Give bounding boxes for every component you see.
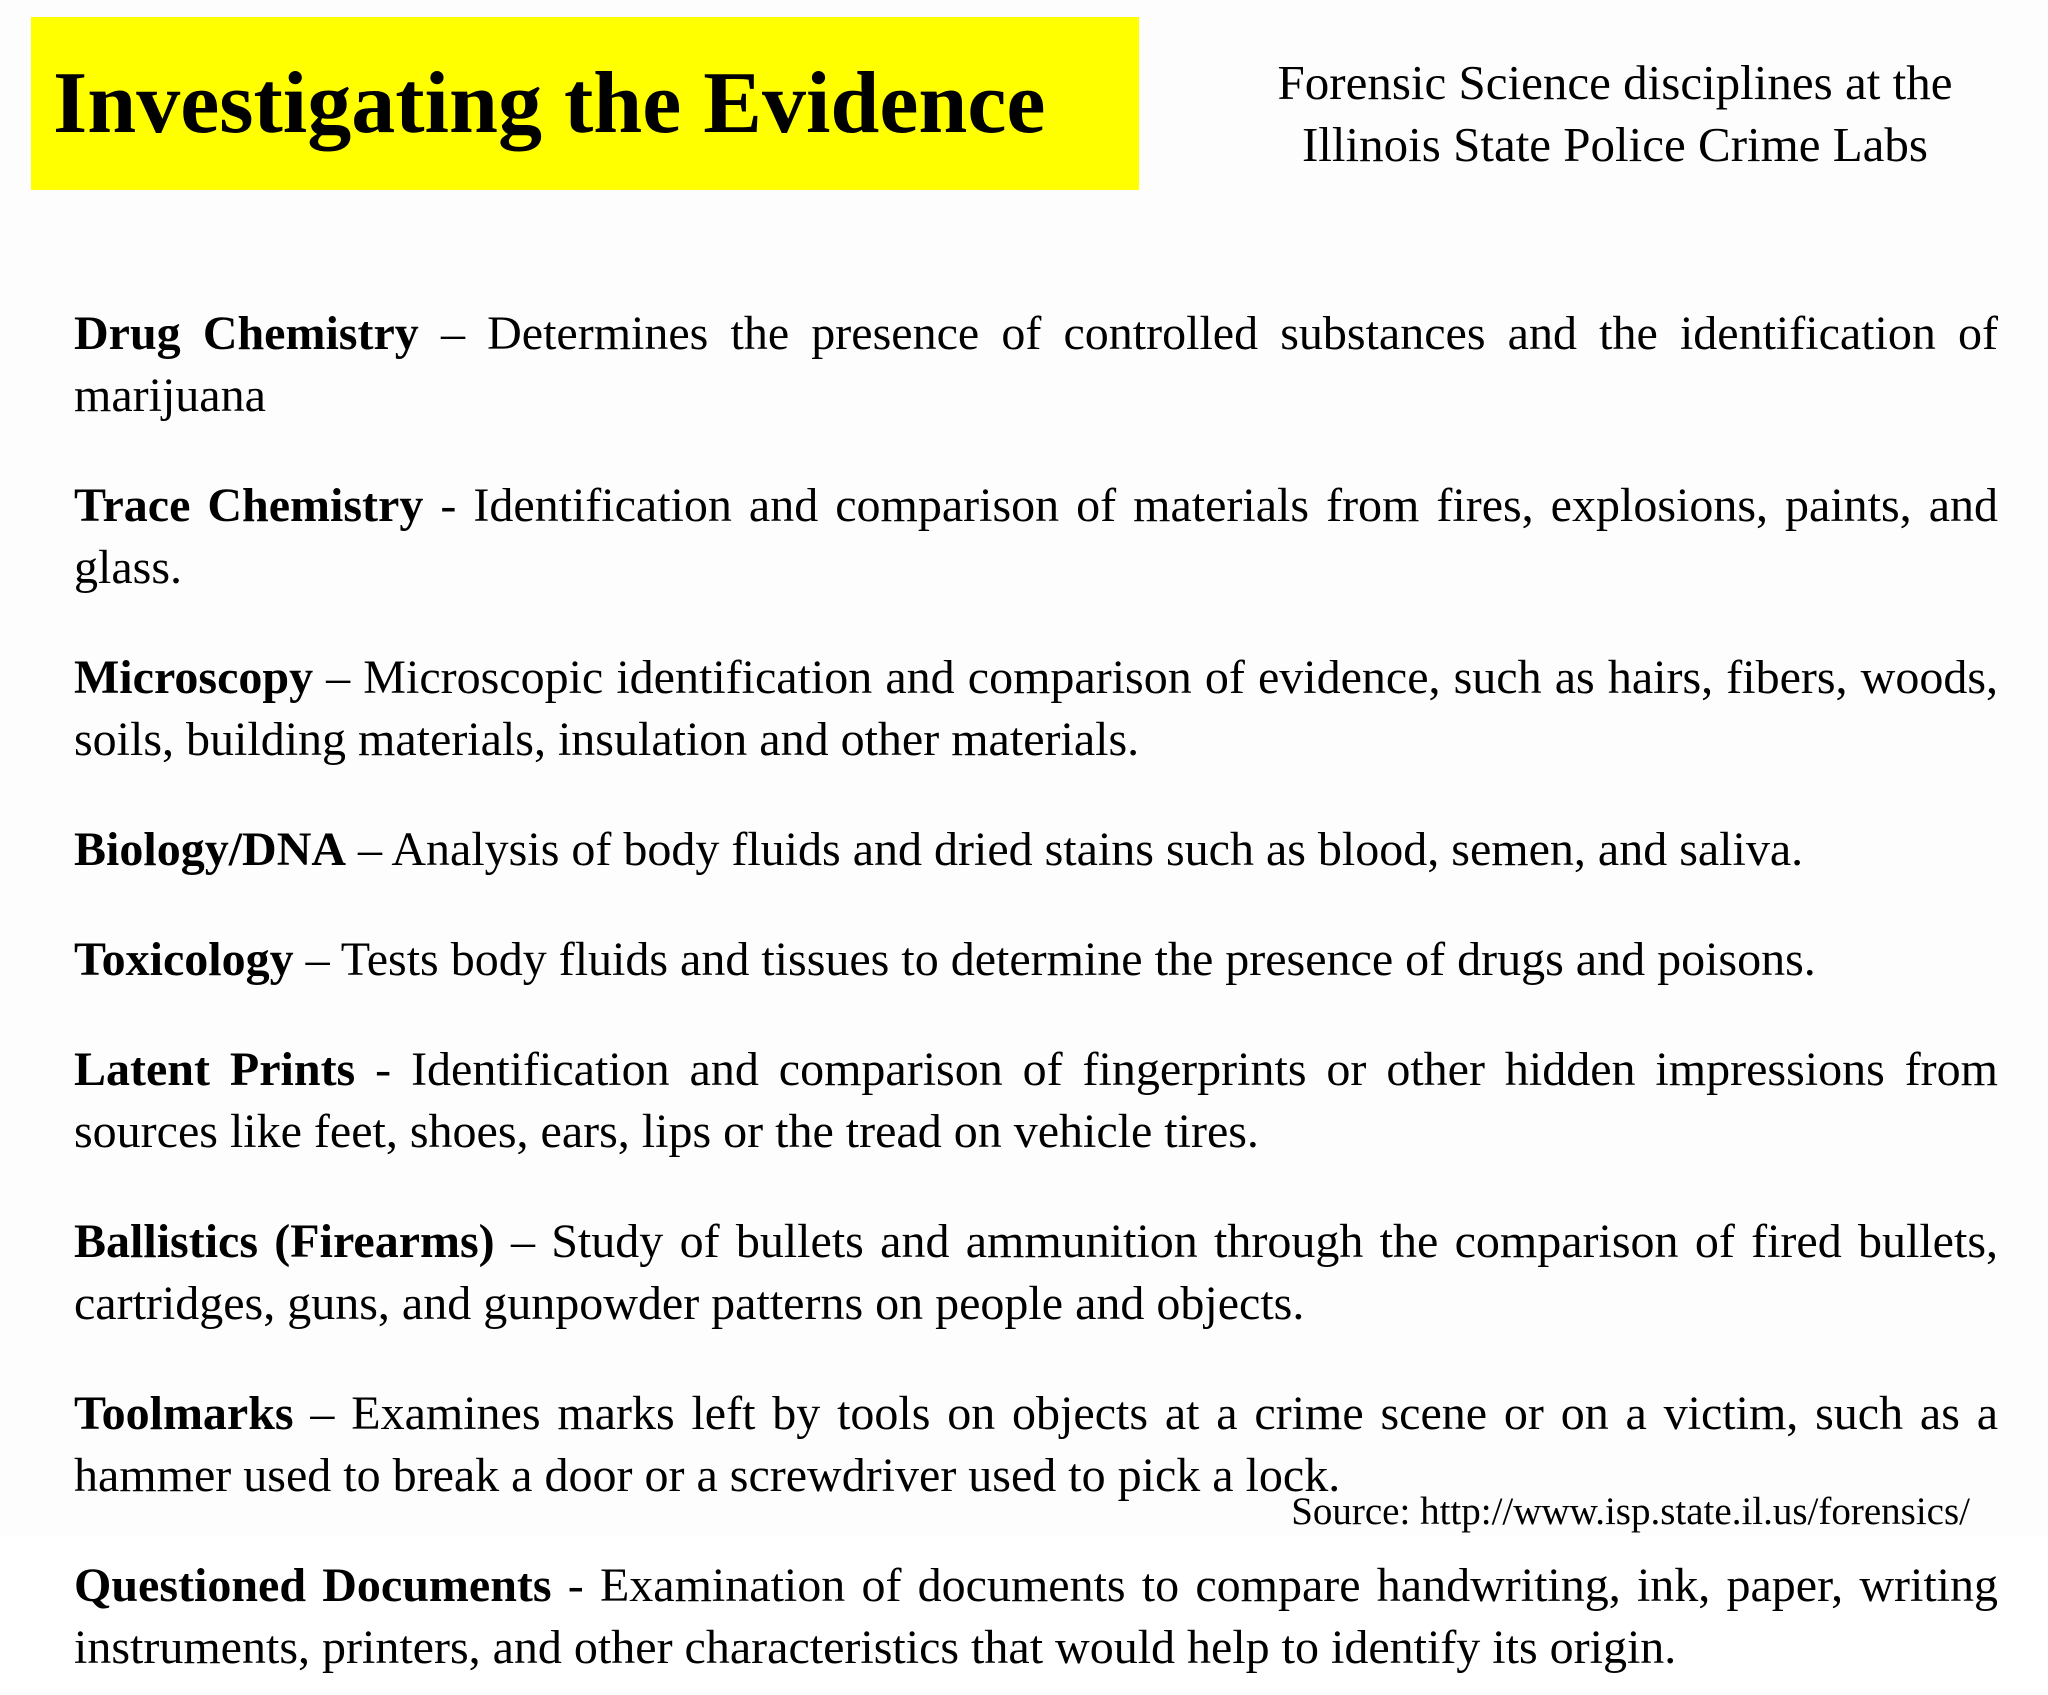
discipline-description: Microscopic identification and comparison of evidence, such as hairs, fibers, woods, soils, building materials, insulation and other materials. (74, 651, 1998, 766)
discipline-trace-chemistry (74, 475, 1998, 599)
discipline-term: Biology/DNA (74, 823, 347, 876)
discipline-term: Microscopy (74, 651, 314, 704)
discipline-toolmarks (74, 1383, 1998, 1507)
discipline-list (74, 255, 1998, 1695)
discipline-description: Examines marks left by tools on objects at a crime scene or on a victim, such as a hammer used to break a door or a screwdriver used to pick a lock. (74, 1387, 1999, 1502)
discipline-questioned-documents (74, 1555, 1998, 1679)
discipline-toxicology (74, 929, 1998, 991)
discipline-description: Determines the presence of controlled substances and the identification of marijuana (74, 307, 1998, 422)
discipline-separator: - (423, 479, 474, 532)
discipline-term: Questioned Documents (74, 1559, 552, 1612)
discipline-term: Ballistics (Firearms) (74, 1215, 495, 1268)
subtitle (1180, 52, 2048, 176)
source-citation: Source: http://www.isp.state.il.us/forensics/ (1291, 1490, 1970, 1533)
discipline-separator: - (355, 1043, 412, 1096)
discipline-description: Identification and comparison of materials from fires, explosions, paints, and glass. (74, 479, 1998, 594)
discipline-term: Toxicology (74, 933, 294, 986)
discipline-separator: – (494, 1215, 552, 1268)
discipline-term: Toolmarks (74, 1387, 294, 1440)
discipline-latent-prints (74, 1039, 1998, 1163)
discipline-separator: – (293, 1387, 352, 1440)
discipline-term: Latent Prints (74, 1043, 356, 1096)
discipline-drug-chemistry (74, 303, 1998, 427)
discipline-description: Examination of documents to compare handwriting, ink, paper, writing instruments, printers, and other characteristics that would help to identify its origin. (74, 1559, 1999, 1674)
subtitle-line-2: Illinois State Police Crime Labs (1301, 117, 1929, 172)
discipline-separator: – (346, 823, 392, 876)
subtitle-line-1: Forensic Science disciplines at the (1277, 55, 1953, 110)
discipline-description: Analysis of body fluids and dried stains such as blood, semen, and saliva. (391, 823, 1804, 876)
discipline-ballistics (74, 1211, 1998, 1335)
discipline-description: Identification and comparison of fingerprints or other hidden impressions from sources like feet, shoes, ears, lips or the tread on vehicle tires. (74, 1043, 1998, 1158)
discipline-biology-dna (74, 819, 1998, 881)
discipline-separator: – (293, 933, 341, 986)
discipline-description: Tests body fluids and tissues to determine the presence of drugs and poisons. (340, 933, 1816, 986)
discipline-separator: - (551, 1559, 600, 1612)
discipline-separator: – (313, 651, 364, 704)
discipline-microscopy (74, 647, 1998, 771)
discipline-separator: – (418, 307, 488, 360)
discipline-description: Study of bullets and ammunition through the comparison of fired bullets, cartridges, guns, and gunpowder patterns on people and objects. (74, 1215, 1998, 1330)
page-title: Investigating the Evidence (53, 54, 1046, 152)
discipline-term: Drug Chemistry (74, 307, 419, 360)
title-banner (31, 17, 1139, 190)
discipline-term: Trace Chemistry (74, 479, 424, 532)
